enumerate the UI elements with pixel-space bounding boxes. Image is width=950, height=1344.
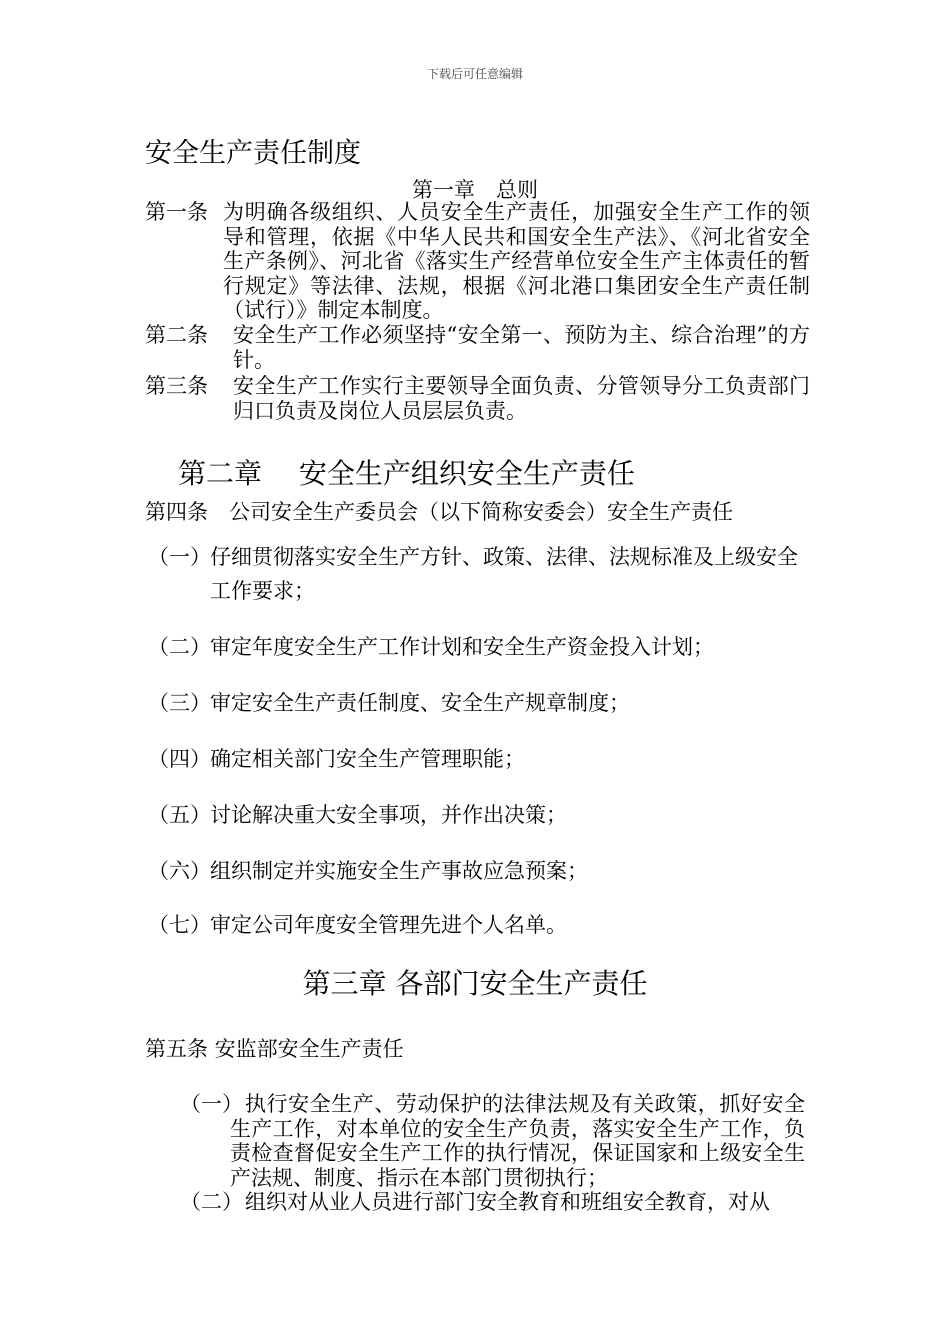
article-text: 为明确各级组织、人员安全生产责任，加强安全生产工作的领导和管理，依据《中华人民共和国安全生产法》、《河北省安全生产条例》、河北省《落实生产经营单位安全生产主体责任的暂行规定》等法律、法规，根据《河北港口集团安全生产责任制（试行）》制定本制度。 [223,200,810,322]
list-item [148,854,798,888]
article-number: 第三条 [145,374,208,398]
item-number: （四） [148,747,211,771]
item-text: 确定相关部门安全生产管理职能； [210,747,525,771]
item-number: （五） [148,803,211,827]
chapter-1-title: 第一章 总则 [412,178,538,202]
article-number: 第二条 [145,323,208,347]
item-number: （七） [148,913,211,937]
item-text: 仔细贯彻落实安全生产方针、政策、法律、法规标准及上级安全工作要求； [210,545,798,603]
item-text: 组织制定并实施安全生产事故应急预案； [210,859,588,883]
item-number: （二） [148,635,211,659]
item-number: （三） [148,691,211,715]
article-4: 第四条 公司安全生产委员会（以下简称安委会）安全生产责任 [145,500,733,524]
list-item [148,742,798,776]
document-title: 安全生产责任制度 [145,138,361,169]
article-text: 安全生产工作必须坚持“安全第一、预防为主、综合治理”的方针。 [233,323,810,372]
list-item [148,908,798,942]
article-number: 第一条 [145,200,208,224]
item-text: 审定公司年度安全管理先进个人名单。 [210,913,567,937]
item-number: （六） [148,859,211,883]
article-1 [145,200,810,323]
list-item [148,540,798,608]
item-number: （一） [180,1092,243,1116]
chapter-2-title: 第二章 安全生产组织安全生产责任 [178,457,635,490]
list-item [148,798,798,832]
item-text: 组织对从业人员进行部门安全教育和班组安全教育，对从 [245,1190,770,1214]
list-item [148,630,798,664]
list-item [180,1190,805,1215]
article-5: 第五条 安监部安全生产责任 [145,1037,404,1061]
list-item [180,1092,805,1190]
article-3 [145,374,810,423]
item-number: （二） [180,1190,243,1214]
header-note: 下载后可任意编辑 [426,67,523,81]
list-item [148,686,798,720]
item-text: 审定安全生产责任制度、安全生产规章制度； [210,691,630,715]
item-text: 执行安全生产、劳动保护的法律法规及有关政策，抓好安全生产工作，对本单位的安全生产负责，落实安全生产工作，负责检查督促安全生产工作的执行情况，保证国家和上级安全生产法规、制度、指示在本部门贯彻执行； [230,1092,805,1190]
item-number: （一） [148,545,211,569]
item-text: 讨论解决重大安全事项，并作出决策； [210,803,567,827]
article-text: 安全生产工作实行主要领导全面负责、分管领导分工负责部门归口负责及岗位人员层层负责。 [233,374,810,423]
article-2 [145,323,810,372]
item-text: 审定年度安全生产工作计划和安全生产资金投入计划； [210,635,714,659]
chapter-3-title: 第三章 各部门安全生产责任 [302,967,648,1000]
